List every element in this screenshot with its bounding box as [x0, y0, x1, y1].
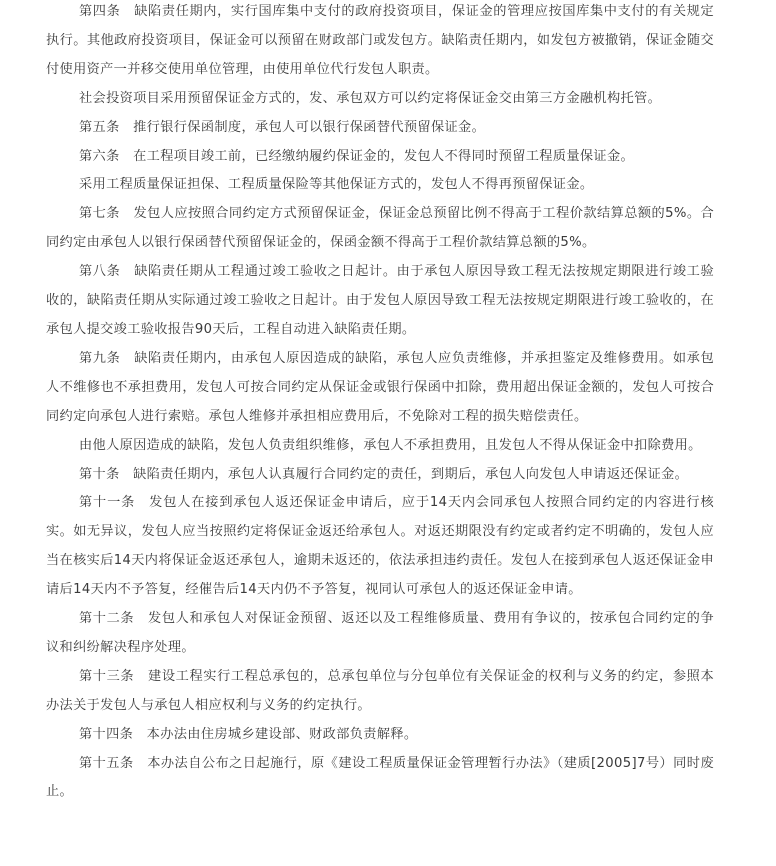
paragraph-article-15: 第十五条 本办法自公布之日起施行，原《建设工程质量保证金管理暂行办法》（建质[2005]7号）同时废止。: [46, 755, 714, 800]
paragraph-article-5: 第五条 推行银行保函制度，承包人可以银行保函替代预留保证金。: [79, 119, 486, 135]
paragraph-article-4: 第四条 缺陷责任期内，实行国库集中支付的政府投资项目，保证金的管理应按国库集中支付的有关规定执行。其他政府投资项目，保证金可以预留在财政部门或发包方。缺陷责任期内，如发包方被撤销，保证金随交付使用资产一并移交使用单位管理，由使用单位代行发包人职责。: [46, 4, 714, 77]
paragraph-article-9: 第九条 缺陷责任期内，由承包人原因造成的缺陷，承包人应负责维修，并承担鉴定及维修费用。如承包人不维修也不承担费用，发包人可按合同约定从保证金或银行保函中扣除，费用超出保证金额的，发包人可按合同约定向承包人进行索赔。承包人维修并承担相应费用后，不免除对工程的损失赔偿责任。: [46, 350, 714, 424]
paragraph-article-11: 第十一条 发包人在接到承包人返还保证金申请后，应于14天内会同承包人按照合同约定的内容进行核实。如无异议，发包人应当按照约定将保证金返还给承包人。对返还期限没有约定或者约定不明确的，发包人应当在核实后14天内将保证金返还承包人，逾期未返还的，依法承担违约责任。发包人在接到承包人返还保证金申请后14天内不予答复，经催告后14天内仍不予答复，视同认可承包人的返还保证金申请。: [46, 495, 714, 598]
paragraph-article-6-other-guarantees: 采用工程质量保证担保、工程质量保险等其他保证方式的，发包人不得再预留保证金。: [79, 177, 594, 193]
paragraph-article-13: 第十三条 建设工程实行工程总承包的，总承包单位与分包单位有关保证金的权利与义务的约定，参照本办法关于发包人与承包人相应权利与义务的约定执行。: [46, 668, 714, 713]
paragraph-article-6: 第六条 在工程项目竣工前，已经缴纳履约保证金的，发包人不得同时预留工程质量保证金。: [79, 148, 635, 164]
paragraph-article-12: 第十二条 发包人和承包人对保证金预留、返还以及工程维修质量、费用有争议的，按承包合同约定的争议和纠纷解决程序处理。: [46, 611, 714, 655]
paragraph-article-10: 第十条 缺陷责任期内，承包人认真履行合同约定的责任，到期后，承包人向发包人申请返还保证金。: [79, 466, 689, 482]
paragraph-article-7: 第七条 发包人应按照合同约定方式预留保证金，保证金总预留比例不得高于工程价款结算总额的5%。合同约定由承包人以银行保函替代预留保证金的，保函金额不得高于工程价款结算总额的5%。: [46, 206, 714, 251]
paragraph-article-8: 第八条 缺陷责任期从工程通过竣工验收之日起计。由于承包人原因导致工程无法按规定期限进行竣工验收的，缺陷责任期从实际通过竣工验收之日起计。由于发包人原因导致工程无法按规定期限进行竣工验收的，在承包人提交竣工验收报告90天后，工程自动进入缺陷责任期。: [46, 264, 714, 337]
paragraph-article-14: 第十四条 本办法由住房城乡建设部、财政部负责解释。: [79, 726, 418, 742]
paragraph-article-9-third-party: 由他人原因造成的缺陷，发包人负责组织维修，承包人不承担费用，且发包人不得从保证金中扣除费用。: [79, 437, 702, 453]
document-body: [46, 0, 714, 807]
paragraph-article-4-social-investment: 社会投资项目采用预留保证金方式的，发、承包双方可以约定将保证金交由第三方金融机构托管。: [79, 90, 662, 106]
